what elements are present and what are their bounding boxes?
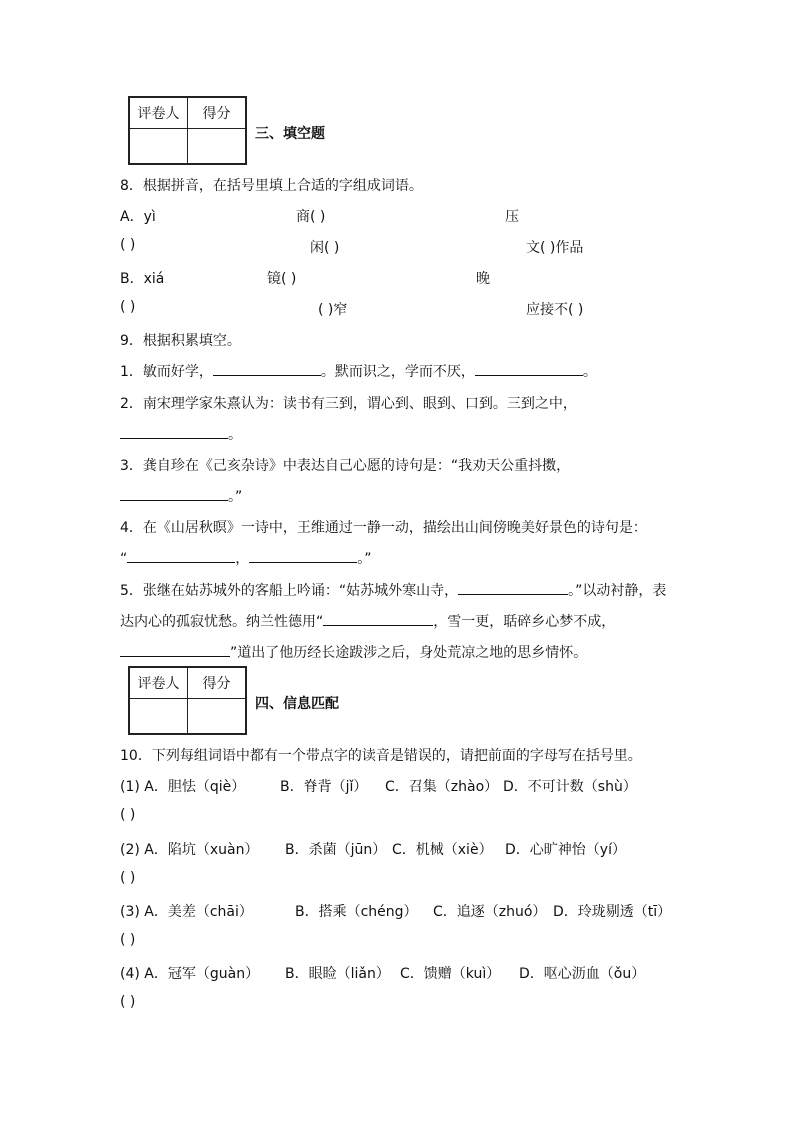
answer-blank[interactable] [249, 548, 357, 563]
q9-item2-line1: 2．南宋理学家朱熹认为：读书有三到，谓心到、眼到、口到。三到之中， [120, 396, 577, 412]
q9-item4-text: “ [120, 551, 128, 567]
q9-stem: 9．根据积累填空。 [120, 333, 241, 349]
q10-g1-option: B．脊背（jǐ） [280, 779, 368, 795]
q9-item5-line3 [120, 642, 587, 662]
q8-stem: 8．根据拼音，在括号里填上合适的字组成词语。 [120, 178, 423, 194]
q10-stem: 10．下列每组词语中都有一个带点字的读音是错误的，请把前面的字母写在括号里。 [120, 748, 642, 764]
q10-g1-option: D．不可计数（shù） [503, 779, 637, 795]
answer-blank[interactable] [475, 361, 583, 376]
q9-item5-text: ，雪一更，聒碎乡心梦不成， [433, 614, 616, 630]
q10-g3-option: (3) A．美差（chāi） [120, 904, 253, 920]
score-cell[interactable] [188, 699, 247, 735]
q8-rowA1-label: A．yì [120, 209, 156, 225]
q10-g3-answer[interactable]: ( ) [120, 932, 136, 948]
q9-item4-line1: 4．在《山居秋暝》一诗中，王维通过一静一动，描绘出山间傍晚美好景色的诗句是： [120, 520, 647, 536]
q10-g4-option: B．眼睑（liǎn） [285, 966, 390, 982]
grader-cell[interactable] [129, 129, 188, 165]
answer-blank[interactable] [120, 424, 228, 439]
q9-item1-text: 1．敏而好学， [120, 364, 213, 380]
q10-g4-option: (4) A．冠军（guàn） [120, 966, 260, 982]
q8-rowB2-item: ( ) [120, 299, 136, 315]
q9-item5-text: 5．张继在姑苏城外的客船上吟诵：“姑苏城外寒山寺， [120, 583, 459, 599]
q9-item5-line1 [120, 580, 666, 600]
q9-item1-text: 。 [582, 364, 597, 380]
q10-g4-answer[interactable]: ( ) [120, 994, 136, 1010]
answer-blank[interactable] [120, 486, 228, 501]
section3-title: 三、填空题 [255, 126, 325, 142]
q9-item5-text: 达内心的孤寂忧愁。纳兰性德用“ [120, 614, 324, 630]
q8-rowB1-item: 晚 [476, 271, 490, 287]
q10-g3-option: C．追逐（zhuó） [433, 904, 547, 920]
q9-item5-text: 。”以动衬静，表 [568, 583, 667, 599]
score-box-score-header: 得分 [188, 97, 247, 129]
q9-item2-line2 [120, 424, 242, 444]
q9-item3-line1: 3．龚自珍在《己亥杂诗》中表达自己心愿的诗句是：“我劝天公重抖擞， [120, 458, 571, 474]
q9-item1 [120, 361, 597, 381]
q8-rowA1-item: 商( ) [296, 209, 326, 225]
answer-blank[interactable] [213, 361, 321, 376]
answer-blank[interactable] [458, 580, 568, 595]
score-box-section3 [128, 96, 247, 165]
score-box-score-header: 得分 [188, 667, 247, 699]
q10-g4-option: D．呕心沥血（ǒu） [519, 966, 646, 982]
answer-blank[interactable] [127, 548, 235, 563]
score-box-grader-header: 评卷人 [129, 667, 188, 699]
q10-g3-option: D．玲珑剔透（tī） [553, 904, 672, 920]
q9-item3-line2 [120, 486, 242, 506]
q10-g3-option: B．搭乘（chéng） [295, 904, 418, 920]
q10-g1-answer[interactable]: ( ) [120, 807, 136, 823]
q8-rowB2-item: 应接不( ) [526, 302, 584, 318]
q8-rowA1-item: 压 [505, 209, 519, 225]
q8-rowB1-item: 镜( ) [267, 271, 297, 287]
q10-g2-option: B．杀菌（jūn） [285, 842, 387, 858]
answer-blank[interactable] [323, 611, 433, 626]
q8-rowB1-label: B．xiá [120, 271, 165, 287]
q9-item3-text: 。” [228, 489, 243, 505]
q9-item5-line2 [120, 611, 615, 631]
q10-g1-option: C．召集（zhào） [385, 779, 499, 795]
q10-g2-option: (2) A．陷坑（xuàn） [120, 842, 259, 858]
q9-item2-text: 。 [228, 427, 242, 443]
q9-item5-text: ”道出了他历经长途跋涉之后，身处荒凉之地的思乡情怀。 [230, 645, 588, 661]
score-cell[interactable] [188, 129, 247, 165]
answer-blank[interactable] [120, 642, 230, 657]
grader-cell[interactable] [129, 699, 188, 735]
q8-rowA2-item: ( ) [120, 237, 136, 253]
q10-g2-option: C．机械（xiè） [392, 842, 493, 858]
q8-rowA2-item: 文( )作品 [526, 240, 584, 256]
q10-g1-option: (1) A．胆怯（qiè） [120, 779, 246, 795]
q9-item4-line2 [120, 548, 372, 568]
section4-title: 四、信息匹配 [255, 696, 339, 712]
q8-rowB2-item: ( )窄 [318, 302, 348, 318]
q10-g2-option: D．心旷神怡（yí） [505, 842, 626, 858]
q10-g2-answer[interactable]: ( ) [120, 870, 136, 886]
q10-g4-option: C．馈赠（kuì） [400, 966, 501, 982]
q8-rowA2-item: 闲( ) [310, 240, 340, 256]
score-box-grader-header: 评卷人 [129, 97, 188, 129]
score-box-section4 [128, 666, 247, 735]
q9-item1-text: 。默而识之，学而不厌， [320, 364, 475, 380]
q9-item4-text: 。” [357, 551, 372, 567]
q9-item4-text: ， [235, 551, 250, 567]
